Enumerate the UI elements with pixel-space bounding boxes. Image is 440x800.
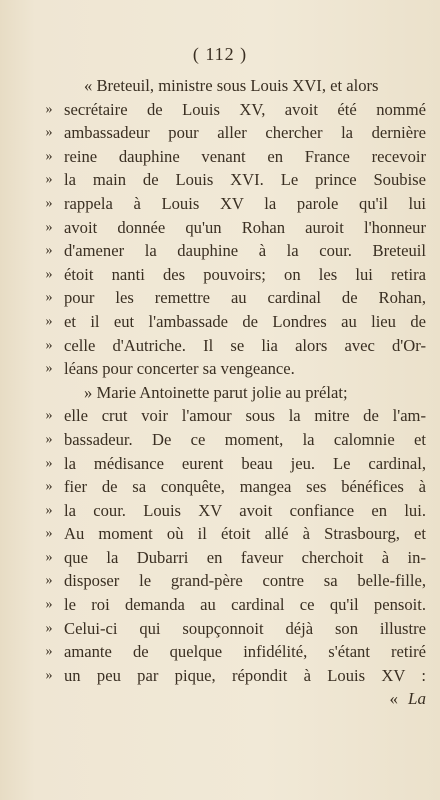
line-text: elle crut voir l'amour sous la mitre de l'am- xyxy=(64,406,426,426)
line-text: pour les remettre au cardinal de Rohan, xyxy=(64,288,426,308)
text-line xyxy=(45,286,426,310)
guillemet-marker: » xyxy=(45,526,53,542)
guillemet-marker: » xyxy=(45,195,53,211)
guillemet-marker: » xyxy=(45,243,53,259)
catchword-text: La xyxy=(408,689,426,709)
line-text: léans pour concerter sa vengeance. xyxy=(64,359,295,379)
guillemet-marker: » xyxy=(45,573,53,589)
guillemet-marker: » xyxy=(45,148,53,164)
page-number: ( 112 ) xyxy=(192,44,248,64)
text-line xyxy=(45,593,426,617)
text-line xyxy=(45,121,426,145)
line-text: la main de Louis XVI. Le prince Soubise xyxy=(64,170,426,190)
text-line xyxy=(45,452,426,476)
guillemet-marker: » xyxy=(45,266,53,282)
line-text: bassadeur. De ce moment, la calomnie et xyxy=(64,429,426,449)
body-text xyxy=(45,74,426,711)
line-text: celle d'Autriche. Il se lia alors avec d'Or- xyxy=(64,335,426,355)
text-line xyxy=(45,98,426,122)
guillemet-marker: » xyxy=(45,172,53,188)
line-text: la médisance eurent beau jeu. Le cardinal, xyxy=(64,453,426,473)
line-text: d'amener la dauphine à la cour. Breteuil xyxy=(64,241,426,261)
text-line xyxy=(45,428,426,452)
text-line xyxy=(45,357,426,381)
line-text: avoit donnée qu'un Rohan auroit l'honneur xyxy=(64,217,426,237)
line-text: un peu par pique, répondit à Louis XV : xyxy=(64,665,426,685)
text-line xyxy=(45,334,426,358)
guillemet-marker: » xyxy=(45,431,53,447)
text-line xyxy=(45,546,426,570)
text-line xyxy=(45,145,426,169)
line-text: Celui-ci qui soupçonnoit déjà son illustre xyxy=(64,618,426,638)
guillemet-marker: » xyxy=(45,337,53,353)
line-text: » Marie Antoinette parut jolie au prélat; xyxy=(84,382,348,402)
line-text: que la Dubarri en faveur cherchoit à in- xyxy=(64,547,426,567)
text-line xyxy=(45,664,426,688)
text-line xyxy=(64,381,426,405)
text-line xyxy=(45,404,426,428)
guillemet-marker: » xyxy=(45,502,53,518)
guillemet-marker: » xyxy=(45,290,53,306)
guillemet-marker: » xyxy=(45,313,53,329)
guillemet-marker: » xyxy=(45,644,53,660)
line-text: ambassadeur pour aller chercher la dernière xyxy=(64,123,426,143)
text-line xyxy=(45,168,426,192)
line-text: amante de quelque infidélité, s'étant retiré xyxy=(64,642,426,662)
text-line xyxy=(45,522,426,546)
line-text: étoit nanti des pouvoirs; on les lui retira xyxy=(64,264,426,284)
line-text: rappela à Louis XV la parole qu'il lui xyxy=(64,193,426,213)
line-text: fier de sa conquête, mangea ses bénéfices à xyxy=(64,477,426,497)
line-text: le roi demanda au cardinal ce qu'il pensoit. xyxy=(64,595,426,615)
guillemet-marker: » xyxy=(45,597,53,613)
text-line xyxy=(45,640,426,664)
guillemet-marker: » xyxy=(45,479,53,495)
line-text: Au moment où il étoit allé à Strasbourg, et xyxy=(64,524,426,544)
guillemet-marker: » xyxy=(45,549,53,565)
line-text: la cour. Louis XV avoit confiance en lui. xyxy=(64,500,426,520)
text-line xyxy=(45,499,426,523)
text-line xyxy=(64,74,426,98)
text-line xyxy=(45,216,426,240)
text-line xyxy=(45,475,426,499)
line-text: reine dauphine venant en France recevoir xyxy=(64,146,426,166)
guillemet-marker: » xyxy=(45,125,53,141)
guillemet-marker: » xyxy=(45,408,53,424)
line-text: secrétaire de Louis XV, avoit été nommé xyxy=(64,99,426,119)
catchword-line xyxy=(64,687,426,711)
line-text: disposer le grand-père contre sa belle-fille, xyxy=(64,571,426,591)
guillemet-marker: » xyxy=(45,455,53,471)
text-line xyxy=(45,310,426,334)
text-line xyxy=(45,192,426,216)
text-line xyxy=(45,239,426,263)
catchword xyxy=(390,687,426,711)
catchword-guillemet: « xyxy=(389,689,399,709)
guillemet-marker: » xyxy=(45,361,53,377)
guillemet-marker: » xyxy=(45,620,53,636)
line-text: et il eut l'ambassade de Londres au lieu de xyxy=(64,311,426,331)
guillemet-marker: » xyxy=(45,219,53,235)
line-text: « Breteuil, ministre sous Louis XVI, et alors xyxy=(84,76,379,95)
guillemet-marker: » xyxy=(45,667,53,683)
text-line xyxy=(45,617,426,641)
text-line xyxy=(45,263,426,287)
text-line xyxy=(45,569,426,593)
guillemet-marker: » xyxy=(45,101,53,117)
